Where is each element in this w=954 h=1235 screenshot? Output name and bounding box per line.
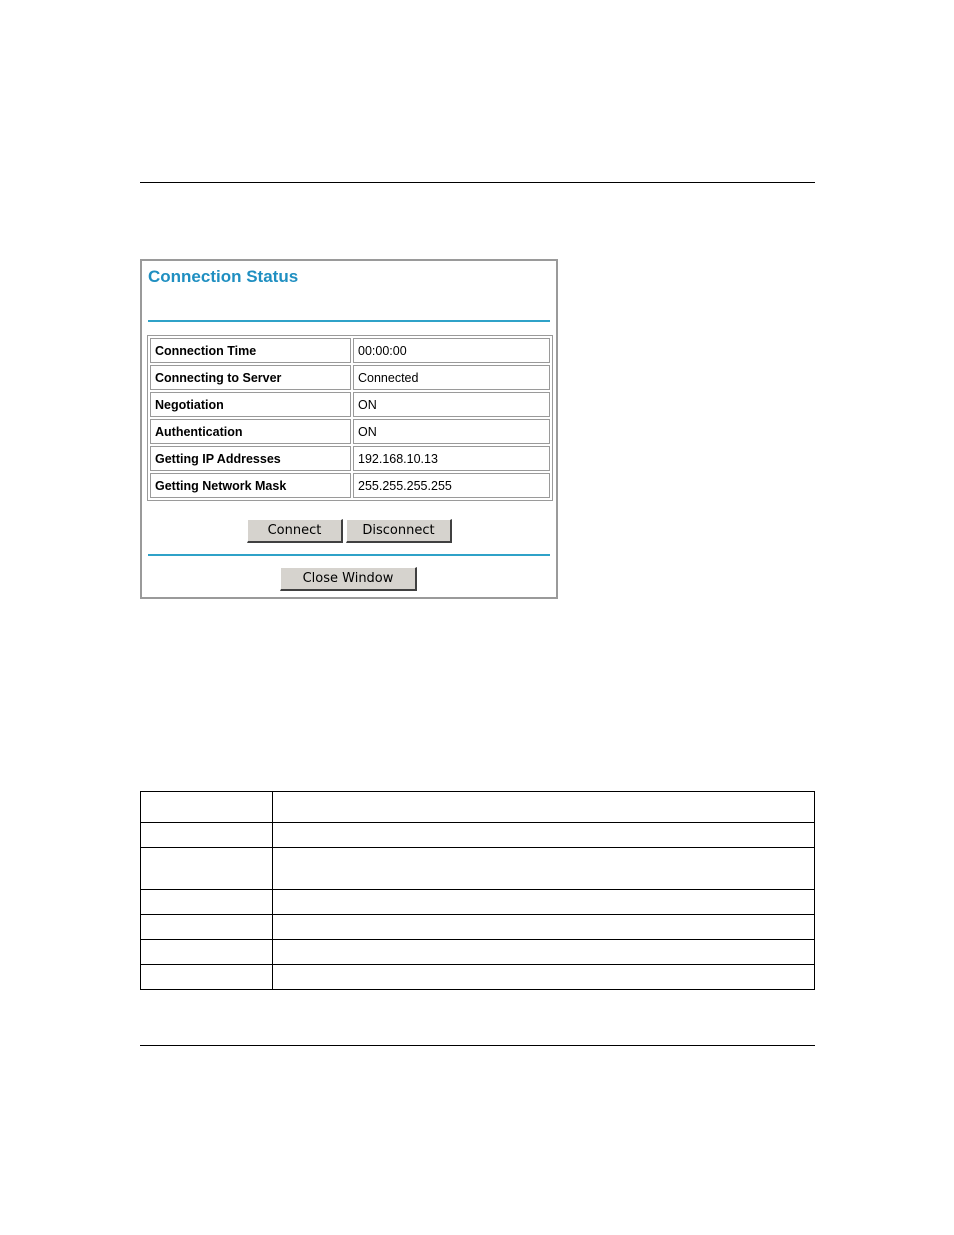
table-cell [273,890,815,915]
table-row [141,940,815,965]
buttons-divider [148,554,550,556]
connect-button[interactable]: Connect [247,519,343,543]
row-value: 00:00:00 [353,338,550,363]
table-row [150,419,550,444]
row-label: Connecting to Server [150,365,351,390]
row-label: Getting Network Mask [150,473,351,498]
table-row [141,890,815,915]
table-cell [141,890,273,915]
row-value: 192.168.10.13 [353,446,550,471]
row-value: ON [353,419,550,444]
table-row [141,823,815,848]
table-row [141,848,815,890]
table-cell [141,940,273,965]
disconnect-button[interactable]: Disconnect [346,519,452,543]
table-cell [273,792,815,823]
table-cell [141,848,273,890]
blank-table [140,791,815,990]
table-row [150,446,550,471]
table-cell [273,823,815,848]
title-divider [148,320,550,322]
header-rule [140,182,815,183]
footer-rule [140,1045,815,1046]
table-row [141,965,815,990]
table-row [141,915,815,940]
close-window-button[interactable]: Close Window [280,567,417,591]
row-value: Connected [353,365,550,390]
table-cell [141,915,273,940]
table-cell [141,792,273,823]
row-value: ON [353,392,550,417]
row-label: Connection Time [150,338,351,363]
table-row [141,792,815,823]
table-cell [273,915,815,940]
table-row [150,473,550,498]
table-cell [273,848,815,890]
table-cell [273,940,815,965]
table-cell [141,823,273,848]
row-label: Authentication [150,419,351,444]
table-row [150,392,550,417]
table-cell [141,965,273,990]
row-label: Getting IP Addresses [150,446,351,471]
row-label: Negotiation [150,392,351,417]
table-cell [273,965,815,990]
connection-status-window [140,259,558,599]
table-row [150,365,550,390]
window-title: Connection Status [148,267,299,286]
status-table [147,335,553,501]
row-value: 255.255.255.255 [353,473,550,498]
table-row [150,338,550,363]
